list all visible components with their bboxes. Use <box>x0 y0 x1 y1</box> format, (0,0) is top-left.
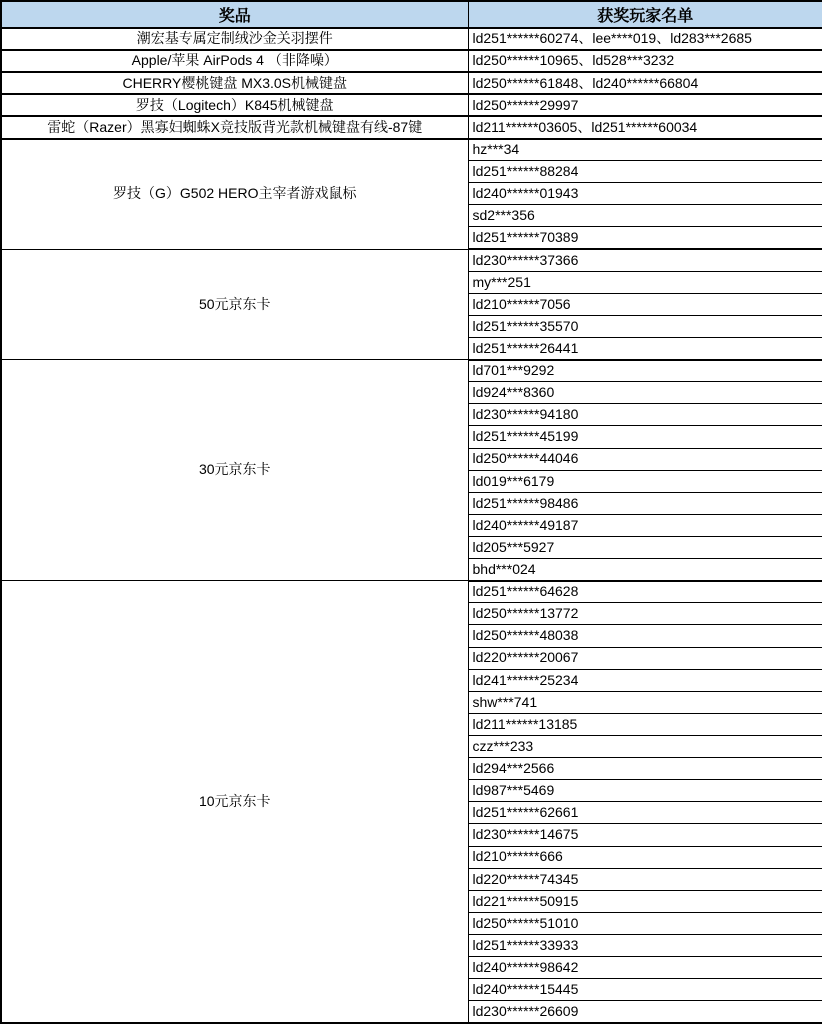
winner-cell: ld251******26441 <box>468 338 822 360</box>
table-row <box>1 581 822 603</box>
winner-cell: ld251******45199 <box>468 426 822 448</box>
winner-cell: ld251******33933 <box>468 934 822 956</box>
winner-cell: shw***741 <box>468 691 822 713</box>
winner-cell: ld211******13185 <box>468 713 822 735</box>
prize-cell: 10元京东卡 <box>1 581 468 1023</box>
winner-cell: ld251******64628 <box>468 581 822 603</box>
winner-cell: ld251******35570 <box>468 315 822 337</box>
winner-cell: ld210******7056 <box>468 293 822 315</box>
table-row <box>1 116 822 138</box>
winner-cell: ld251******70389 <box>468 227 822 249</box>
winner-cell: hz***34 <box>468 139 822 161</box>
winner-cell: ld230******94180 <box>468 404 822 426</box>
winner-cell: ld240******98642 <box>468 957 822 979</box>
table-row <box>1 139 822 161</box>
winner-cell: ld221******50915 <box>468 890 822 912</box>
winner-cell: ld220******20067 <box>468 647 822 669</box>
winner-cell: ld251******88284 <box>468 161 822 183</box>
winner-cell: ld250******29997 <box>468 94 822 116</box>
winner-cell: ld251******62661 <box>468 802 822 824</box>
winner-cell: ld210******666 <box>468 846 822 868</box>
winner-cell: ld250******10965、ld528***3232 <box>468 50 822 72</box>
winner-cell: my***251 <box>468 271 822 293</box>
winner-cell: ld230******26609 <box>468 1001 822 1023</box>
table-header <box>1 1 822 28</box>
winner-cell: ld250******13772 <box>468 603 822 625</box>
winner-cell: ld924***8360 <box>468 382 822 404</box>
winner-cell: sd2***356 <box>468 205 822 227</box>
winner-cell: ld294***2566 <box>468 758 822 780</box>
winner-cell: ld211******03605、ld251******60034 <box>468 116 822 138</box>
winner-cell: ld241******25234 <box>468 669 822 691</box>
winner-cell: ld250******61848、ld240******66804 <box>468 72 822 94</box>
header-row <box>1 1 822 28</box>
winner-cell: ld250******44046 <box>468 448 822 470</box>
winner-cell: ld251******60274、lee****019、ld283***2685 <box>468 28 822 50</box>
table-row <box>1 72 822 94</box>
header-cell-prize: 奖品 <box>1 1 468 28</box>
prize-cell: 30元京东卡 <box>1 360 468 581</box>
prize-cell: 50元京东卡 <box>1 249 468 360</box>
prize-cell: 雷蛇（Razer）黑寡妇蜘蛛X竞技版背光款机械键盘有线-87键 <box>1 116 468 138</box>
winner-cell: ld230******37366 <box>468 249 822 271</box>
prize-cell: 罗技（Logitech）K845机械键盘 <box>1 94 468 116</box>
prize-table-body <box>1 28 822 1023</box>
winner-cell: ld019***6179 <box>468 470 822 492</box>
winner-cell: ld701***9292 <box>468 360 822 382</box>
winner-cell: ld240******15445 <box>468 979 822 1001</box>
prize-cell: 潮宏基专属定制绒沙金关羽摆件 <box>1 28 468 50</box>
table-row <box>1 360 822 382</box>
winner-cell: bhd***024 <box>468 559 822 581</box>
prize-cell: 罗技（G）G502 HERO主宰者游戏鼠标 <box>1 139 468 250</box>
header-cell-winners: 获奖玩家名单 <box>468 1 822 28</box>
winner-cell: ld250******48038 <box>468 625 822 647</box>
winner-cell: czz***233 <box>468 736 822 758</box>
table-row <box>1 94 822 116</box>
winner-cell: ld240******49187 <box>468 514 822 536</box>
table-row <box>1 249 822 271</box>
table-row <box>1 50 822 72</box>
winner-cell: ld220******74345 <box>468 868 822 890</box>
winner-cell: ld240******01943 <box>468 183 822 205</box>
winner-cell: ld251******98486 <box>468 492 822 514</box>
prize-cell: CHERRY樱桃键盘 MX3.0S机械键盘 <box>1 72 468 94</box>
winner-cell: ld250******51010 <box>468 912 822 934</box>
table-row <box>1 28 822 50</box>
winner-cell: ld205***5927 <box>468 537 822 559</box>
prize-cell: Apple/苹果 AirPods 4 （非降噪） <box>1 50 468 72</box>
winner-cell: ld987***5469 <box>468 780 822 802</box>
winner-cell: ld230******14675 <box>468 824 822 846</box>
